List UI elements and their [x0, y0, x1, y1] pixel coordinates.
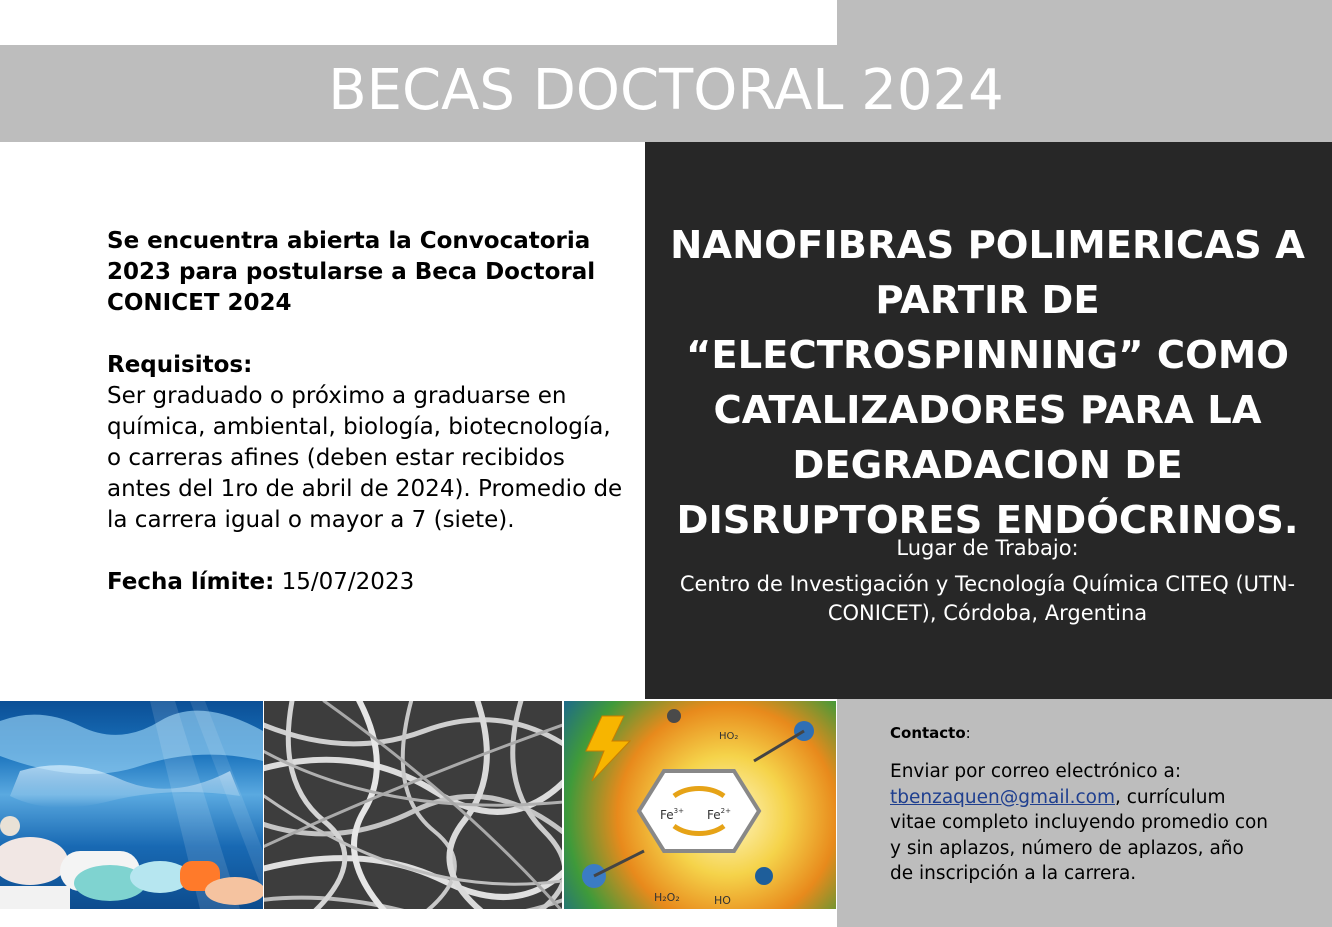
nanofiber-illustration — [264, 701, 562, 909]
ho2-label: HO₂ — [719, 731, 739, 742]
h2o2-label: H₂O₂ — [654, 891, 680, 904]
call-intro: Se encuentra abierta la Convocatoria 2023 para postularse a Beca Doctoral CONICET 2024 — [107, 228, 596, 316]
nanofiber-sem-photo — [264, 701, 562, 909]
fe3-superscript: 3+ — [673, 807, 684, 815]
ho-label: HO — [714, 894, 731, 907]
contact-email-link[interactable]: tbenzaquen@gmail.com — [890, 786, 1115, 808]
deadline — [107, 567, 627, 598]
fenton-reaction-illustration — [564, 701, 836, 909]
fe2-superscript: 2+ — [720, 807, 731, 815]
contact-text-after: , currículum vitae completo incluyendo promedio con y sin aplazos, número de aplazos, año de inscripción a la carrera. — [890, 786, 1269, 884]
contact-label-colon: : — [965, 724, 971, 742]
chemistry-illustration — [564, 701, 836, 909]
contact-label: Contacto — [890, 724, 966, 742]
water-pills-photo — [0, 701, 263, 909]
contact-text-before: Enviar por correo electrónico a: — [890, 761, 1182, 782]
page-title: BECAS DOCTORAL 2024 — [328, 58, 1004, 123]
workplace-value: Centro de Investigación y Tecnología Química CITEQ (UTN-CONICET), Córdoba, Argentina — [679, 572, 1296, 625]
fe2-label: Fe — [707, 808, 721, 822]
deadline-label: Fecha límite: — [107, 569, 275, 595]
water-pills-illustration — [0, 701, 263, 909]
requirements-label: Requisitos: — [107, 352, 253, 378]
contact-heading — [890, 724, 971, 742]
call-info — [107, 226, 627, 598]
fe3-label: Fe — [660, 808, 674, 822]
requirements-text: Ser graduado o próximo a graduarse en química, ambiental, biología, biotecnología, o carreras afines (deben estar recibidos antes del 1ro de abril de 2024). Promedio de la carrera igual o mayor a 7 (siete). — [107, 383, 623, 533]
contact-text — [890, 759, 1270, 887]
deadline-value: 15/07/2023 — [281, 569, 415, 595]
workplace-label: Lugar de Trabajo: — [896, 536, 1079, 560]
top-right-gray-block — [837, 0, 1332, 45]
project-title: NANOFIBRAS POLIMERICAS A PARTIR DE “ELECTROSPINNING” COMO CATALIZADORES PARA LA DEGRADACION DE DISRUPTORES ENDÓCRINOS. — [670, 223, 1305, 543]
